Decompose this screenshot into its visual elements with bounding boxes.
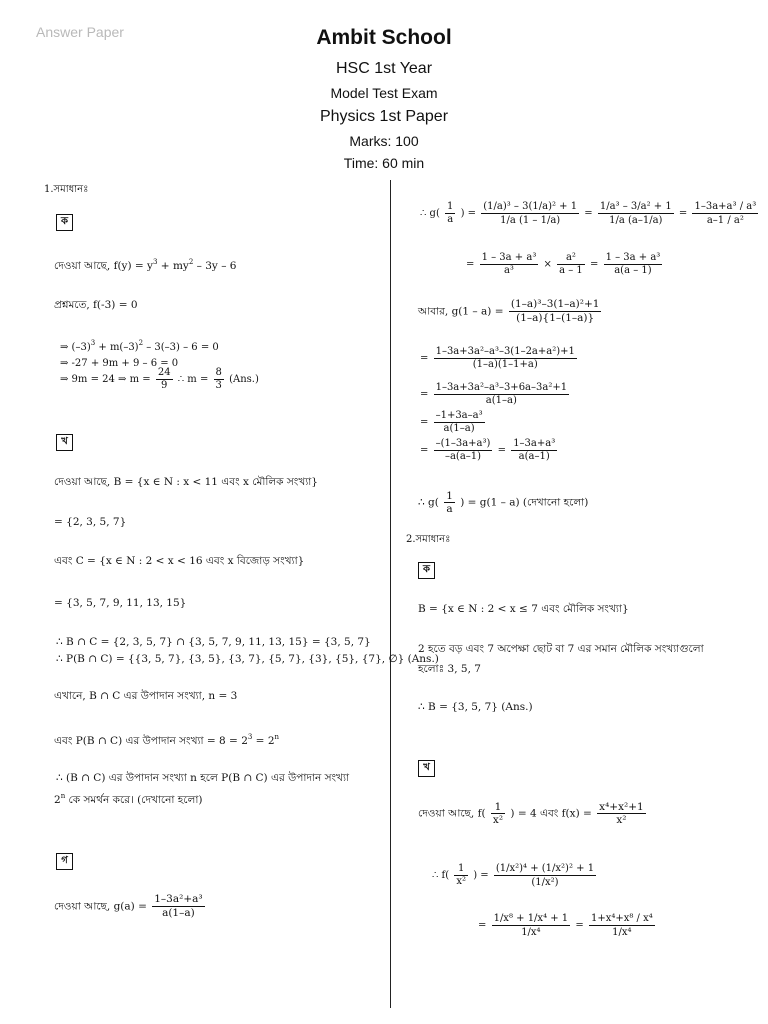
q1b-power-set: ∴ P(B ∩ C) = {{3, 5, 7}, {3, 5}, {3, 7}, {5, 7}, {3}, {5}, {7}, ∅} (Ans.) — [56, 653, 439, 665]
answer-paper-watermark: Answer Paper — [36, 24, 124, 40]
q1c-step-1: = $\frac{\text{1–3a+3a²–a³–3(1–2a+a²)+1}}{(1-a)(1-1+a)}$ — [420, 346, 575, 370]
paper-name: Physics 1st Paper — [319, 108, 449, 125]
q1b-C-set: = {3, 5, 7, 9, 11, 13, 15} — [54, 597, 187, 609]
q1c-given: দেওয়া আছে, g(a) = $\frac{\text{1–3a²+a³}}{a(1-a)}$ — [54, 893, 203, 919]
q1a-step-3: ⇒ 9m = 24 ⇒ m = $\frac{24}{9}$ ∴ m = $\frac{8}{3}$ (Ans.) — [60, 367, 259, 391]
q1a-step-1: ⇒ $(-3)^3 + m(-3)^2 - 3(-3) - 6 = 0$ — [60, 339, 219, 353]
q1c-g-of-1-minus-a: আবার, g(1 – a) = $\frac{\text{(1–a)³–3(1–a)²+1}}{(1-a)\{1-(1-a)\}}$ — [418, 298, 600, 324]
class-year: HSC 1st Year — [335, 60, 433, 77]
exam-header — [0, 24, 768, 174]
q1b-intersection: ∴ B ∩ C = {2, 3, 5, 7} ∩ {3, 5, 7, 9, 11, 13, 15} = {3, 5, 7} — [56, 636, 371, 648]
column-divider — [390, 180, 391, 1008]
q1b-B-set: = {2, 3, 5, 7} — [54, 516, 127, 528]
q1b-conclusion-2: 2$^n$ কে সমর্থন করে। (দেখানো হলো) — [54, 792, 203, 806]
q1-solution-label: 1.সমাধানঃ — [44, 184, 89, 195]
q1a-given: দেওয়া আছে, $f(y) = y^3 + my^2 - 3y - 6$ — [54, 258, 237, 272]
q1c-simplify-1: = $\frac{\text{1 – 3a + a³}}{\text{a³}}$ × $\frac{\text{a²}}{a - 1}$ = $\frac{\text{1 – 3a + a³}}{a(a - 1)}$ — [466, 252, 661, 276]
part-ka-box: ক — [56, 214, 73, 231]
q2b-f-of-1-over-x2: ∴ f( $\frac{1}{\text{x²}}$ ) = $\frac{\text{(1/x²)⁴ + (1/x²)² + 1}}{\text{(1/x²)}}$ — [432, 863, 595, 888]
school-name: Ambit School — [316, 26, 452, 49]
q1c-g-of-1-over-a: ∴ g( $\frac{1}{a}$ ) = $\frac{\text{(1/a)³ – 3(1/a)² + 1}}{1/a (1 - 1/a)}$ = $\frac{\text{1/a³ – 3/a² + 1}}{1/a (a-1/a)}$ = $\frac{\text{1–3a+a³ / a³}}{\text{a–1 / a²}}$ — [420, 201, 757, 226]
total-marks: Marks: 100 — [349, 133, 419, 149]
q1c-step-3: = $\frac{\text{–1+3a–a³}}{a(1-a)}$ — [420, 410, 483, 434]
part-kha-box: খ — [56, 434, 73, 451]
q1b-conclusion-1: ∴ (B ∩ C) এর উপাদান সংখ্যা n হলে P(B ∩ C) এর উপাদান সংখ্যা — [56, 772, 350, 784]
q2a-answer: ∴ B = {3, 5, 7} (Ans.) — [418, 701, 533, 713]
q1b-power-count: এবং P(B ∩ C) এর উপাদান সংখ্যা = $8 = 2^3 = 2^n$ — [54, 733, 280, 747]
q1c-step-2: = $\frac{\text{1–3a+3a²–a³–3+6a–3a²+1}}{a(1-a)}$ — [420, 382, 568, 406]
q2-solution-label: 2.সমাধানঃ — [406, 534, 451, 545]
exam-name: Model Test Exam — [330, 85, 438, 101]
part-ga-box: গ — [56, 853, 73, 870]
q1c-conclusion: ∴ g( $\frac{1}{a}$ ) = g(1 – a) (দেখানো হলো) — [418, 490, 589, 515]
q2b-simplify: = $\frac{\text{1/x⁸ + 1/x⁴ + 1}}{\text{1/x⁴}}$ = $\frac{\text{1+x⁴+x⁸ / x⁴}}{\text{1/x⁴}}$ — [478, 913, 653, 938]
q2a-explain-1: 2 হতে বড় এবং 7 অপেক্ষা ছোট বা 7 এর সমান মৌলিক সংখ্যাগুলো — [418, 643, 704, 655]
q2b-given: দেওয়া আছে, f( $\frac{1}{\text{x²}}$ ) = 4 এবং f(x) = $\frac{\text{x⁴+x²+1}}{\text{x²}}$ — [418, 801, 644, 826]
q1b-element-count: এখানে, B ∩ C এর উপাদান সংখ্যা, n = 3 — [54, 690, 238, 702]
q1b-given-B: দেওয়া আছে, B = {x ∈ N : x < 11 এবং x মৌলিক সংখ্যা} — [54, 476, 318, 488]
exam-time: Time: 60 min — [343, 155, 425, 171]
q1c-step-4: = $\frac{\text{–(1–3a+a³)}}{-a(a-1)}$ = $\frac{\text{1–3a+a³}}{a(a-1)}$ — [420, 438, 556, 462]
q1a-condition: প্রশ্নমতে, f(-3) = 0 — [54, 299, 138, 311]
q2-part-kha-box: খ — [418, 760, 435, 777]
q2-part-ka-box: ক — [418, 562, 435, 579]
q1b-given-C: এবং C = {x ∈ N : 2 < x < 16 এবং x বিজোড় সংখ্যা} — [54, 555, 305, 567]
q2a-explain-2: হলোঃ 3, 5, 7 — [418, 663, 481, 675]
q2a-B-set: B = {x ∈ N : 2 < x ≤ 7 এবং মৌলিক সংখ্যা} — [418, 603, 629, 615]
q1a-step-2: ⇒ -27 + 9m + 9 – 6 = 0 — [60, 358, 179, 369]
